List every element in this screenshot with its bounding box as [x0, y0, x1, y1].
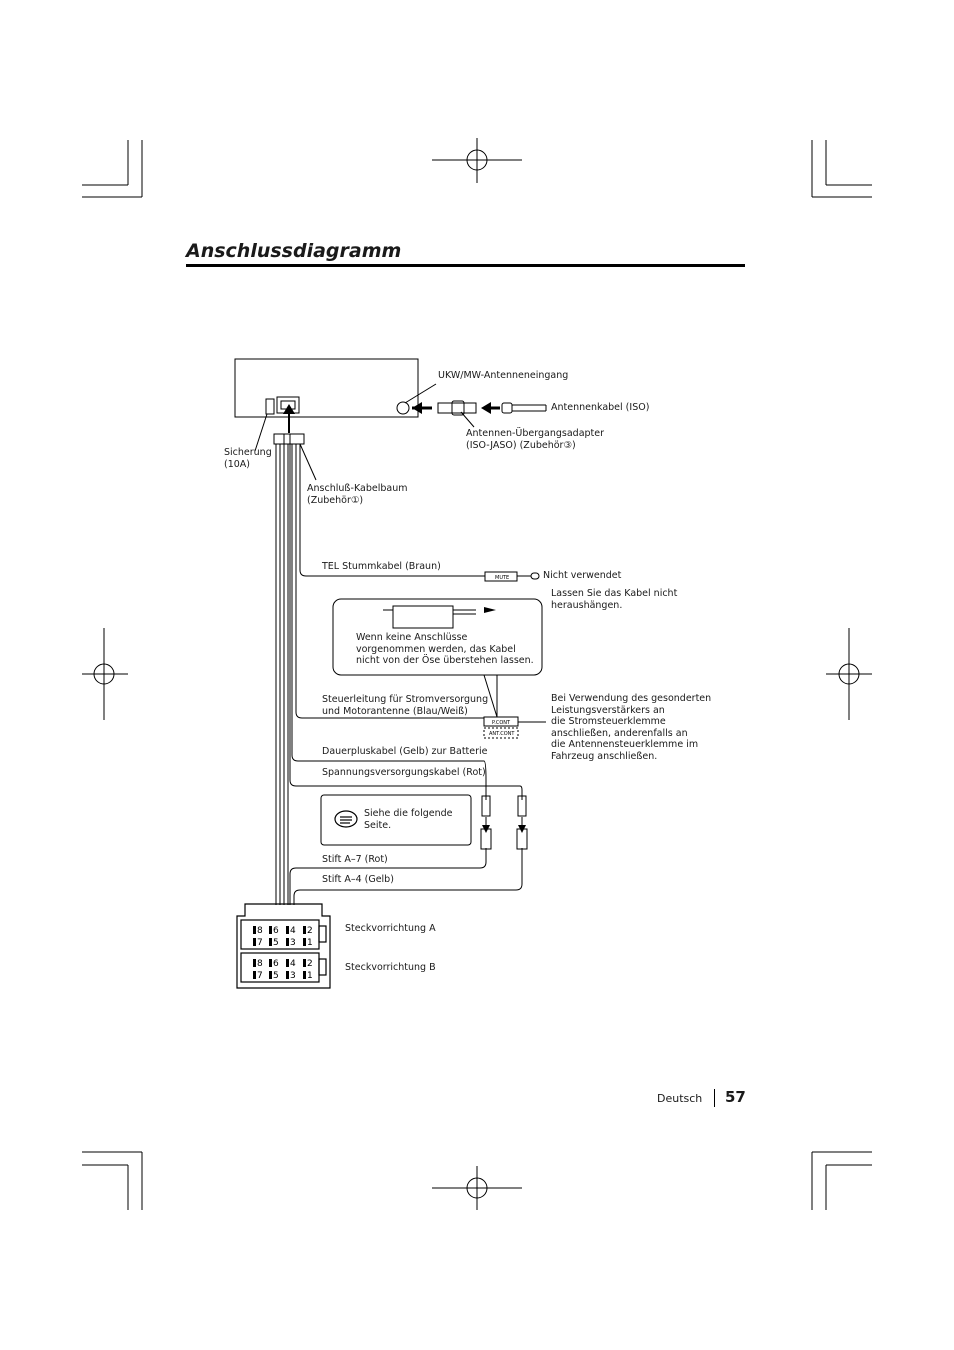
pin-b-6: 6 [273, 959, 279, 969]
page-number: 57 [725, 1088, 746, 1106]
label-tel-mute: TEL Stummkabel (Braun) [322, 561, 441, 572]
pin-a-4: 4 [290, 926, 296, 936]
pin-a-8: 8 [257, 926, 263, 936]
label-harness: Anschluß-Kabelbaum (Zubehör①) [307, 483, 408, 506]
footer-language: Deutsch [657, 1092, 703, 1105]
antenna-adapter [438, 403, 476, 413]
pcont-tag: P.CONT [492, 720, 511, 726]
label-see-next-page: Siehe die folgende Seite. [364, 808, 453, 831]
antcont-tag: ANT.CONT [489, 731, 515, 737]
label-ignition-lead: Spannungsversorgungskabel (Rot) [322, 767, 486, 778]
label-not-used: Nicht verwendet [543, 570, 622, 581]
label-antenna-adapter: Antennen-Übergangsadapter (ISO-JASO) (Zubehör③) [466, 428, 605, 451]
head-unit [235, 359, 418, 417]
label-connector-a: Steckvorrichtung A [345, 923, 436, 934]
pin-b-2: 2 [307, 959, 313, 969]
label-do-not-hang: Lassen Sie das Kabel nicht heraushängen. [551, 588, 678, 611]
label-pin-a7: Stift A–7 (Rot) [322, 854, 388, 865]
label-battery-lead: Dauerpluskabel (Gelb) zur Batterie [322, 746, 488, 757]
label-note: Wenn keine Anschlüsse vorgenommen werden, das Kabel nicht von der Öse überstehen lassen. [356, 632, 534, 666]
pin-b-4: 4 [290, 959, 296, 969]
pin-a-6: 6 [273, 926, 279, 936]
label-control-lead: Steuerleitung für Stromversorgung und Motorantenne (Blau/Weiß) [322, 694, 489, 717]
pin-b-8: 8 [257, 959, 263, 969]
pin-a-5: 5 [273, 938, 279, 948]
fuse [266, 399, 274, 414]
label-amplifier-note: Bei Verwendung des gesonderten Leistungsverstärkers an die Stromsteuerklemme anschließen, anderenfalls an die Antennensteuerklemme im Fahrzeug anschließen. [551, 693, 712, 762]
label-pin-a4: Stift A–4 (Gelb) [322, 874, 394, 885]
footer-divider [714, 1089, 715, 1107]
pin-b-5: 5 [273, 971, 279, 981]
mute-tag: MUTE [495, 575, 510, 581]
page-title: Anschlussdiagramm [186, 240, 402, 262]
label-connector-b: Steckvorrichtung B [345, 962, 436, 973]
insert-arrow-icon [283, 404, 295, 433]
antenna-input-socket [397, 402, 409, 414]
pin-b-7: 7 [257, 971, 263, 981]
harness-plug [274, 434, 304, 444]
pin-a-1: 1 [307, 938, 313, 948]
iso-connector [237, 904, 330, 988]
pin-a-2: 2 [307, 926, 313, 936]
antenna-plug [502, 403, 512, 413]
pin-b-3: 3 [290, 971, 296, 981]
label-antenna-input: UKW/MW-Antenneneingang [438, 370, 569, 381]
label-antenna-cable: Antennenkabel (ISO) [551, 402, 650, 413]
pin-a-3: 3 [290, 938, 296, 948]
pin-b-1: 1 [307, 971, 313, 981]
speech-bubble-icon [335, 811, 357, 827]
label-fuse: Sicherung (10A) [224, 447, 272, 470]
pin-a-7: 7 [257, 938, 263, 948]
